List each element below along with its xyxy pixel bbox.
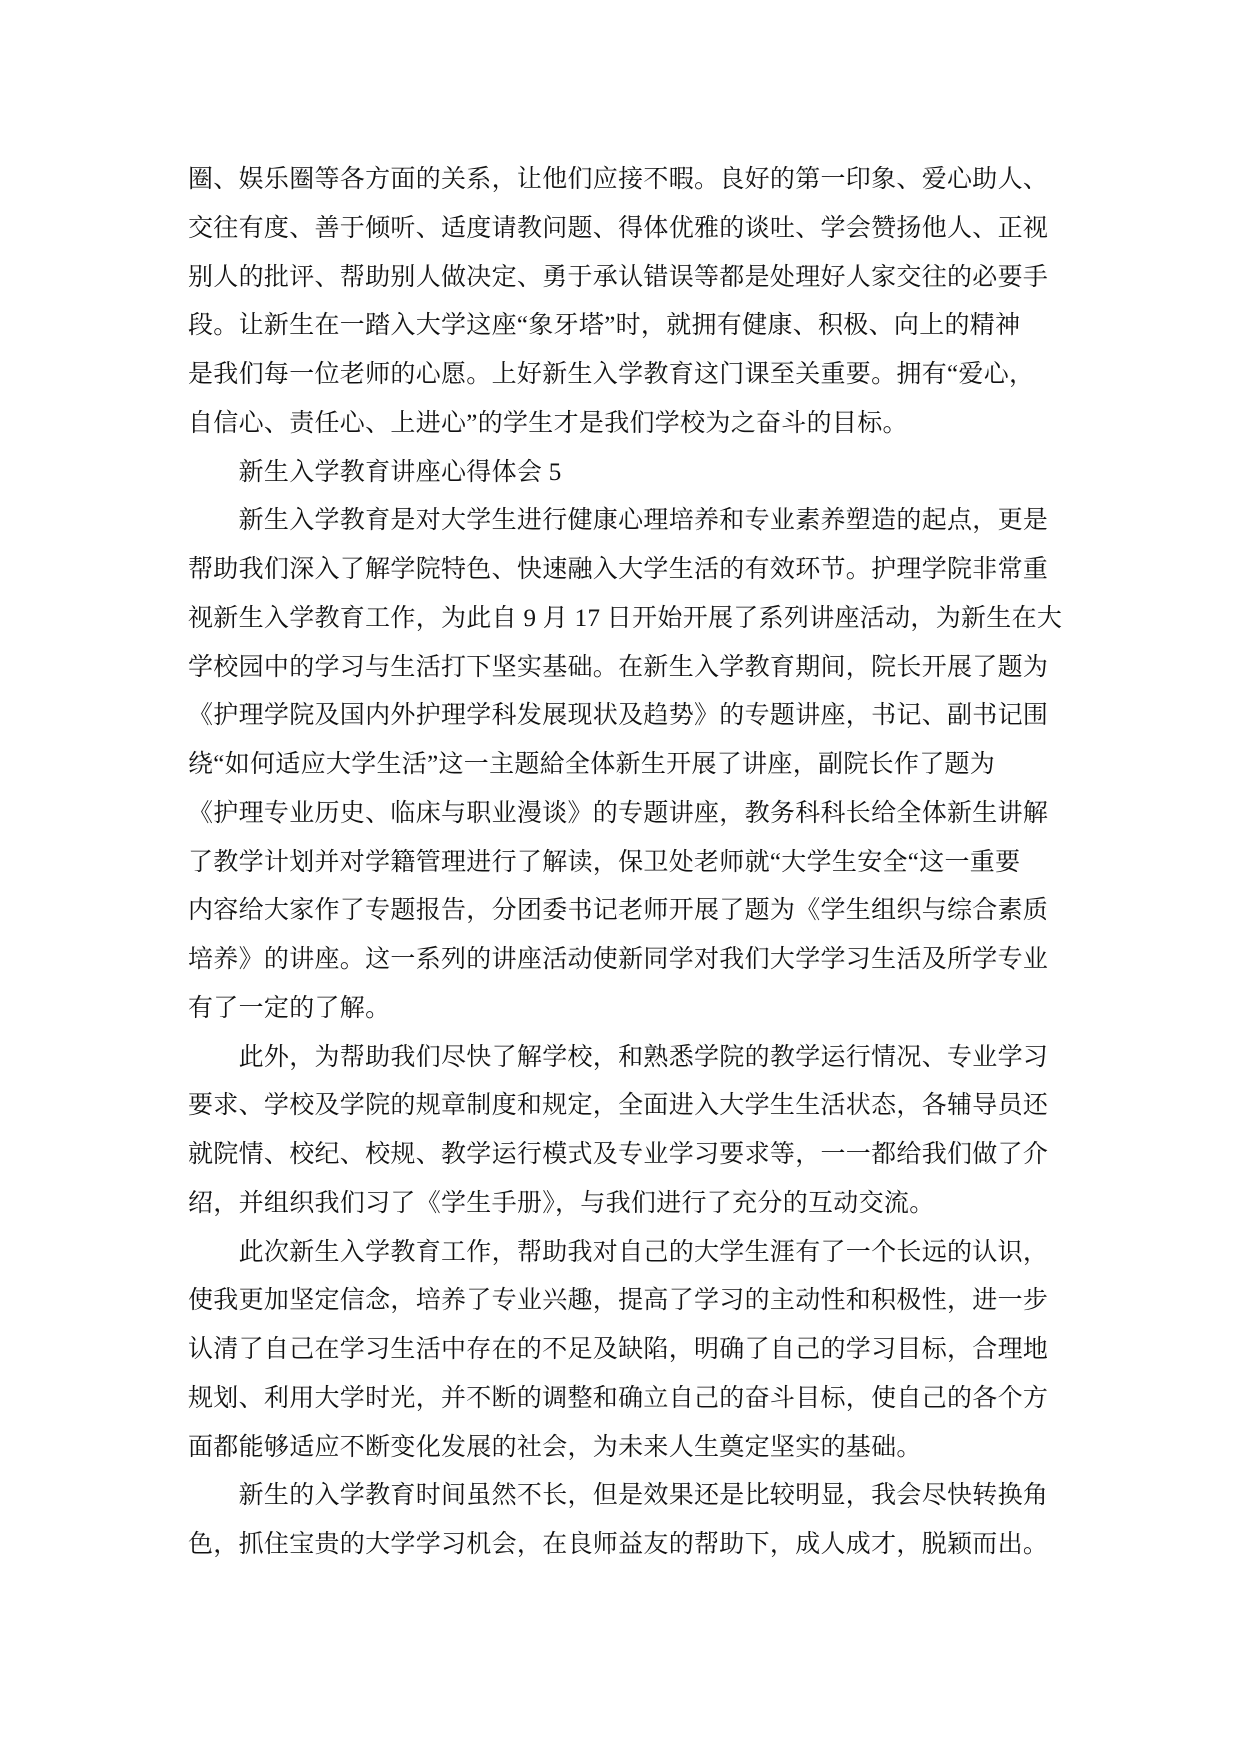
document-body <box>188 156 1063 1570</box>
text-line: 要求、学校及学院的规章制度和规定，全面进入大学生生活状态，各辅导员还 <box>188 1092 1049 1120</box>
text-line: 别人的批评、帮助别人做决定、勇于承认错误等都是处理好人家交往的必要手 <box>188 263 1049 291</box>
text-line: 此外，为帮助我们尽快了解学校，和熟悉学院的教学运行情况、专业学习 <box>238 1043 1049 1071</box>
text-line: 是我们每一位老师的心愿。上好新生入学教育这门课至关重要。拥有“爱心， <box>188 361 1035 388</box>
text-line: 新生的入学教育时间虽然不长，但是效果还是比较明显，我会尽快转换角 <box>238 1482 1049 1510</box>
text-line: 帮助我们深入了解学院特色、快速融入大学生活的有效环节。护理学院非常重 <box>188 556 1049 583</box>
paragraph <box>188 1229 1054 1473</box>
text-line: 圈、娱乐圈等各方面的关系，让他们应接不暇。良好的第一印象、爱心助人、 <box>188 166 1049 193</box>
paragraph <box>188 1034 1054 1229</box>
text-line: 学校园中的学习与生活打下坚实基础。在新生入学教育期间，院长开展了题为 <box>188 653 1049 681</box>
text-line: 视新生入学教育工作，为此自 9 月 17 日开始开展了系列讲座活动，为新生在大 <box>188 604 1063 632</box>
text-line: 使我更加坚定信念，培养了专业兴趣，提高了学习的主动性和积极性，进一步 <box>188 1287 1049 1315</box>
paragraph <box>188 156 1054 449</box>
paragraph <box>188 497 1063 1033</box>
text-line: 新生入学教育是对大学生进行健康心理培养和专业素养塑造的起点，更是 <box>238 507 1049 535</box>
text-line: 培养》的讲座。这一系列的讲座活动使新同学对我们大学学习生活及所学专业 <box>188 946 1049 973</box>
text-line: 内容给大家作了专题报告，分团委书记老师开展了题为《学生组织与综合素质 <box>188 897 1049 925</box>
text-line: 自信心、责任心、上进心”的学生才是我们学校为之奋斗的目标。 <box>188 409 908 437</box>
text-line: 有了一定的了解。 <box>188 994 391 1022</box>
section-heading <box>188 449 1054 498</box>
text-line: 面都能够适应不断变化发展的社会，为未来人生奠定坚实的基础。 <box>188 1433 922 1461</box>
text-line: 绕“如何适应大学生活”这一主题給全体新生开展了讲座，副院长作了题为 <box>188 751 996 778</box>
text-line: 《护理专业历史、临床与职业漫谈》的专题讲座，教务科科长给全体新生讲解 <box>188 799 1049 827</box>
text-line: 就院情、校纪、校规、教学运行模式及专业学习要求等，一一都给我们做了介 <box>188 1141 1049 1168</box>
text-line: 了教学计划并对学籍管理进行了解读，保卫处老师就“大学生安全“这一重要 <box>188 848 1021 876</box>
text-line: 绍，并组织我们习了《学生手册》，与我们进行了充分的互动交流。 <box>188 1189 935 1217</box>
text-line: 新生入学教育讲座心得体会 5 <box>238 458 562 486</box>
text-line: 《护理学院及国内外护理学科发展现状及趋势》的专题讲座，书记、副书记围 <box>188 702 1049 730</box>
text-line: 段。让新生在一踏入大学这座“象牙塔”时，就拥有健康、积极、向上的精神 <box>188 312 1021 340</box>
paragraph <box>188 1472 1054 1570</box>
text-line: 规划、利用大学时光，并不断的调整和确立自己的奋斗目标，使自己的各个方 <box>188 1384 1049 1412</box>
text-line: 认清了自己在学习生活中存在的不足及缺陷，明确了自己的学习目标，合理地 <box>188 1336 1049 1363</box>
text-line: 此次新生入学教育工作，帮助我对自己的大学生涯有了一个长远的认识， <box>238 1238 1049 1266</box>
text-line: 交往有度、善于倾听、适度请教问题、得体优雅的谈吐、学会赞扬他人、正视 <box>188 214 1049 242</box>
text-line: 色，抓住宝贵的大学学习机会，在良师益友的帮助下，成人成才，脱颖而出。 <box>188 1531 1049 1558</box>
